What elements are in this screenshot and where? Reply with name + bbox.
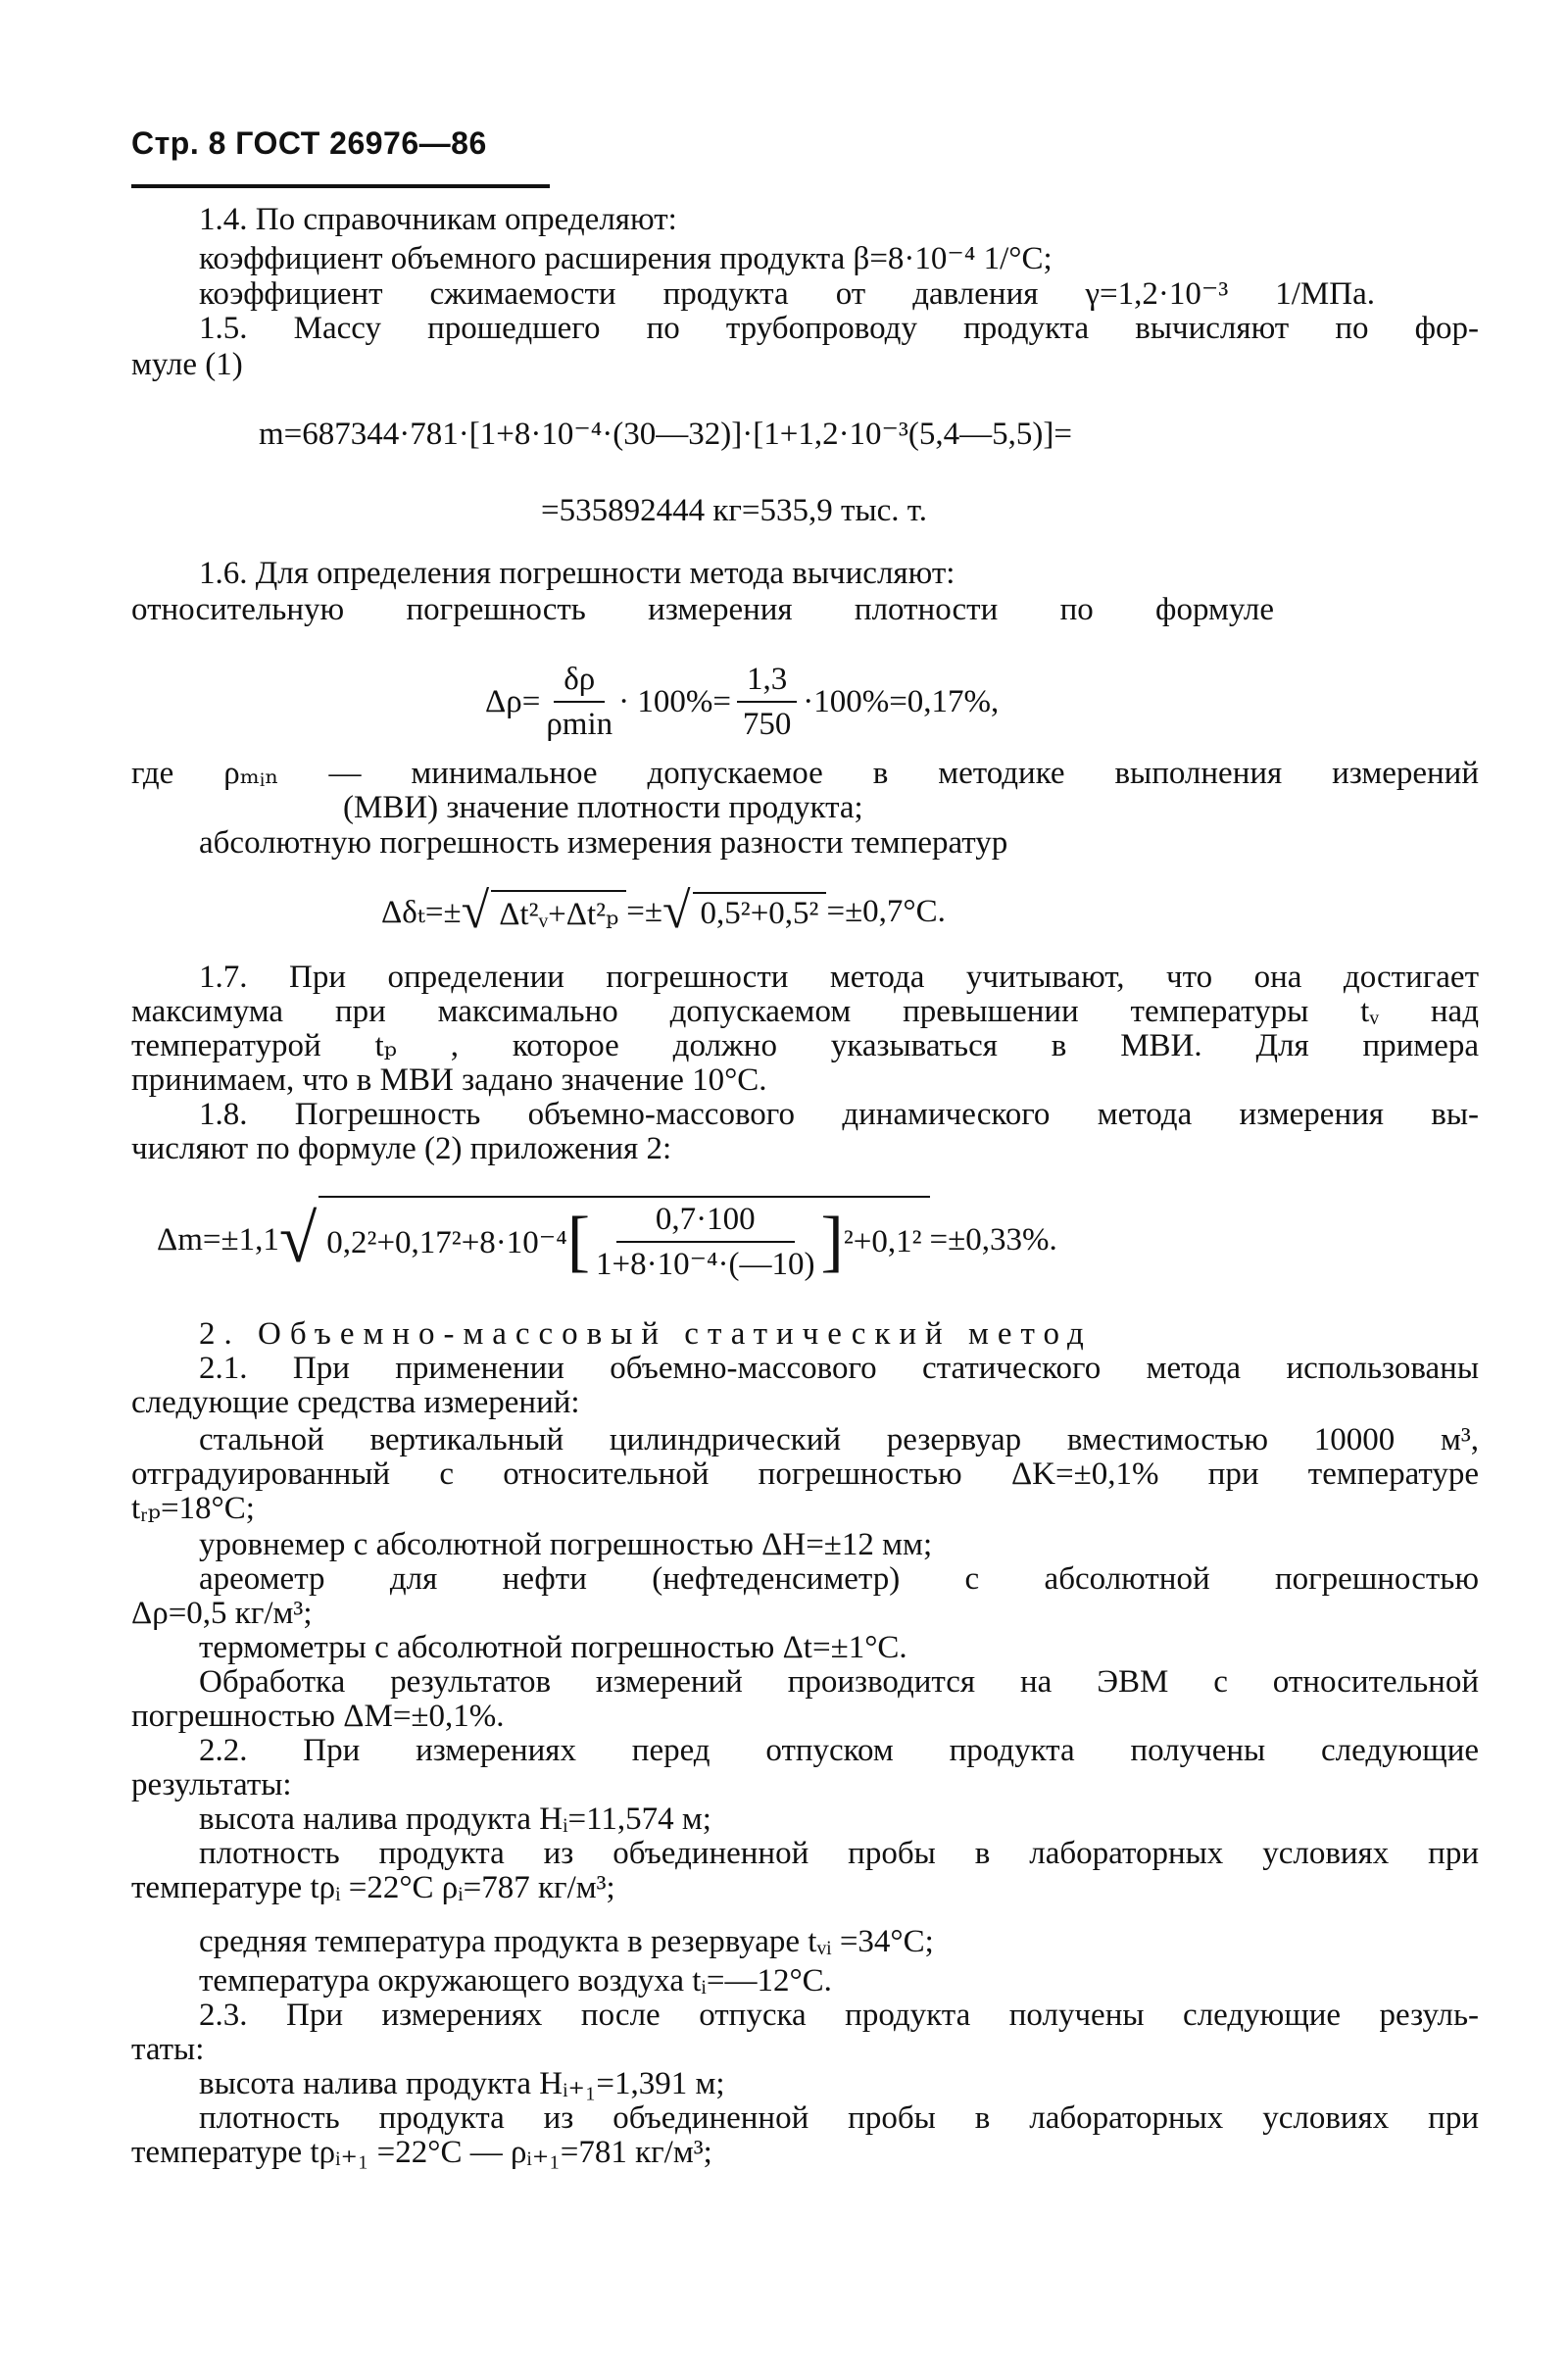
- fraction: [737, 660, 797, 744]
- text-line: отградуированный с относительной погрешностью ΔK=±0,1% при температуре: [131, 1456, 1479, 1492]
- formula-lhs: Δm=±1,1: [157, 1221, 279, 1258]
- radicand: Δt²ᵥ+Δt²ₚ: [491, 890, 626, 933]
- text-line: термометры с абсолютной погрешностью Δt=±1°C.: [199, 1630, 907, 1665]
- text-line: (МВИ) значение плотности продукта;: [343, 790, 863, 825]
- text-line: температуре tρᵢ₊₁ =22°C — ρᵢ₊₁=781 кг/м³;: [131, 2135, 712, 2170]
- header-rule: [131, 184, 550, 188]
- numerator: 1,3: [737, 660, 797, 703]
- formula-rhs: =±0,33%.: [929, 1221, 1057, 1258]
- formula-mid: · 100%=: [618, 683, 731, 719]
- text-line: 1.7. При определении погрешности метода учитывают, что она достигает: [199, 960, 1479, 995]
- denominator: ρmin: [546, 707, 613, 742]
- formula-lhs: Δρ=: [485, 683, 541, 719]
- text-line: средняя температура продукта в резервуаре tᵥᵢ =34°C;: [199, 1924, 934, 1959]
- text-line: высота налива продукта Hᵢ=11,574 м;: [199, 1801, 711, 1837]
- text-line: 1.6. Для определения погрешности метода вычисляют:: [199, 556, 956, 591]
- denominator: 750: [742, 707, 792, 742]
- text-line: температурой tₚ , которое должно указываться в МВИ. Для примера: [131, 1028, 1479, 1063]
- text-line: температуре tρᵢ =22°C ρᵢ=787 кг/м³;: [131, 1870, 615, 1905]
- text-line: коэффициент сжимаемости продукта от давления γ=1,2·10⁻³ 1/МПа.: [199, 276, 1375, 312]
- page-header: Стр. 8 ГОСТ 26976—86: [131, 125, 487, 161]
- text-line: таты:: [131, 2032, 205, 2067]
- formula-method-error: [157, 1196, 1057, 1284]
- formula-rhs: ·100%=0,17%,: [803, 683, 1000, 719]
- formula-mass-result: =535892444 кг=535,9 тыс. т.: [541, 492, 927, 528]
- text-line: абсолютную погрешность измерения разности температур: [199, 825, 1008, 861]
- formula-temp-error: [381, 867, 946, 956]
- text-line: 2.3. При измерениях после отпуска продукта получены следующие резуль-: [199, 1998, 1479, 2033]
- text-line: муле (1): [131, 347, 243, 382]
- text-line: максимума при максимально допускаемом превышении температуры tᵥ над: [131, 994, 1479, 1029]
- text-line: уровнемер с абсолютной погрешностью ΔH=±12 мм;: [199, 1527, 933, 1562]
- radicand: 0,5²+0,5²: [693, 892, 827, 932]
- text-line: коэффициент объемного расширения продукта β=8·10⁻⁴ 1/°C;: [199, 241, 1053, 276]
- text-line: плотность продукта из объединенной пробы в лабораторных условиях при: [199, 2100, 1479, 2136]
- text-line: высота налива продукта Hᵢ₊₁=1,391 м;: [199, 2066, 725, 2101]
- sqrt-icon: √: [461, 883, 490, 939]
- text-line: погрешностью ΔM=±0,1%.: [131, 1699, 505, 1734]
- text-line: где ρₘᵢₙ — минимальное допускаемое в методике выполнения измерений: [131, 756, 1479, 791]
- text-line: стальной вертикальный цилиндрический резервуар вместимостью 10000 м³,: [199, 1422, 1479, 1457]
- text-line: 1.4. По справочникам определяют:: [199, 202, 677, 237]
- radicand-end: ²+0,1²: [843, 1223, 922, 1259]
- text-line: относительную погрешность измерения плотности по формуле: [131, 592, 1274, 627]
- numerator: 0,7·100: [616, 1200, 795, 1243]
- fraction: [596, 1200, 815, 1284]
- radicand: [318, 1196, 929, 1284]
- text-line: ареометр для нефти (нефтеденсиметр) с абсолютной погрешностью: [199, 1561, 1479, 1597]
- formula-lhs: Δδₜ=±: [381, 895, 462, 930]
- right-bracket: ]: [820, 1204, 844, 1279]
- text-line: принимаем, что в МВИ задано значение 10°C.: [131, 1062, 767, 1098]
- text-line: Δρ=0,5 кг/м³;: [131, 1596, 313, 1631]
- text-line: 2.1. При применении объемно-массового статического метода использованы: [199, 1351, 1479, 1386]
- text-line: температура окружающего воздуха tᵢ=—12°C.: [199, 1963, 832, 1999]
- text-line: Обработка результатов измерений производится на ЭВМ с относительной: [199, 1664, 1479, 1700]
- text-line: 1.8. Погрешность объемно-массового динамического метода измерения вы-: [199, 1097, 1479, 1132]
- text-line: tᵣₚ=18°C;: [131, 1491, 255, 1526]
- formula-mid: =±: [626, 893, 662, 929]
- section-heading: 2. Объемно-массовый статический метод: [199, 1316, 1093, 1352]
- text-line: 2.2. При измерениях перед отпуском продукта получены следующие: [199, 1733, 1479, 1768]
- text-line: результаты:: [131, 1767, 292, 1802]
- formula-density-error: [485, 658, 999, 746]
- text-line: 1.5. Массу прошедшего по трубопроводу продукта вычисляют по фор-: [199, 311, 1479, 346]
- radicand-start: 0,2²+0,17²+8·10⁻⁴: [326, 1225, 567, 1260]
- denominator: 1+8·10⁻⁴·(—10): [596, 1247, 815, 1282]
- numerator: δρ: [554, 660, 605, 703]
- text-line: плотность продукта из объединенной пробы в лабораторных условиях при: [199, 1836, 1479, 1871]
- sqrt-icon: √: [278, 1202, 318, 1277]
- fraction: [546, 660, 612, 744]
- left-bracket: [: [566, 1204, 591, 1279]
- formula-mass: m=687344·781·[1+8·10⁻⁴·(30—32)]·[1+1,2·10⁻³(5,4—5,5)]=: [259, 417, 1072, 452]
- sqrt-icon: √: [662, 883, 691, 939]
- text-line: следующие средства измерений:: [131, 1385, 580, 1420]
- formula-rhs: =±0,7°C.: [826, 893, 946, 929]
- text-line: числяют по формуле (2) приложения 2:: [131, 1131, 672, 1166]
